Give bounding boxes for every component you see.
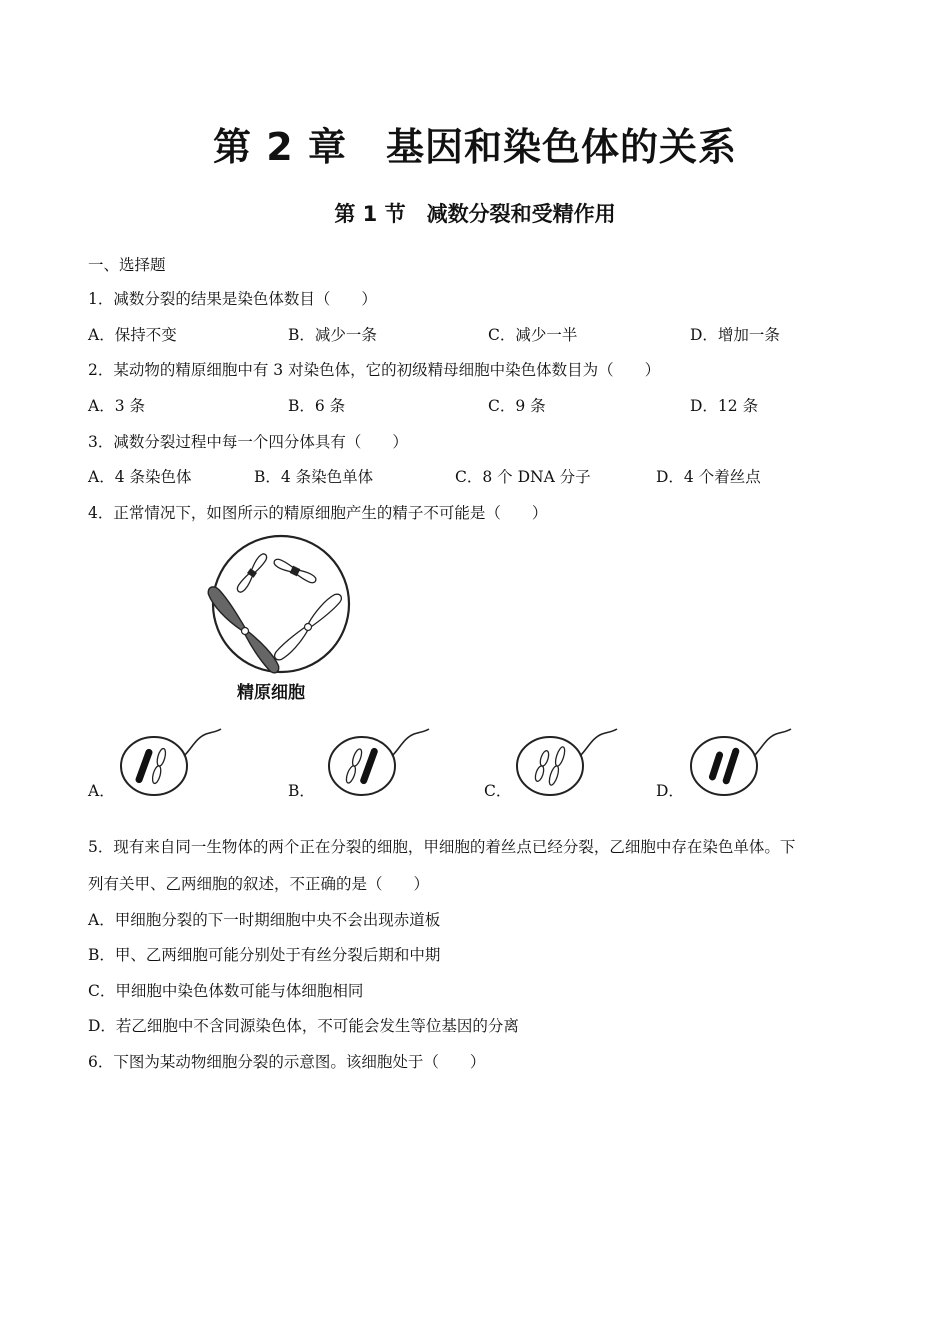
q1-option-a: A．保持不变 [88, 326, 177, 344]
q5-option-d: D．若乙细胞中不含同源染色体，不可能会发生等位基因的分离 [88, 1017, 519, 1035]
chapter-title: 第 2 章 基因和染色体的关系 [213, 125, 737, 169]
chromosome-white-small [236, 552, 269, 594]
question-5-stem-line2: 列有关甲、乙两细胞的叙述，不正确的是（ ） [88, 875, 430, 893]
sperm-option-c [516, 728, 620, 798]
question-6-stem: 6．下图为某动物细胞分裂的示意图。该细胞处于（ ） [88, 1053, 486, 1071]
sperm-option-d [690, 728, 794, 798]
sperm-option-b [328, 728, 432, 798]
question-1-stem: 1．减数分裂的结果是染色体数目（ ） [88, 290, 377, 308]
chromosome-small-right [273, 558, 318, 584]
q5-option-b: B．甲、乙两细胞可能分别处于有丝分裂后期和中期 [88, 946, 441, 964]
q4-option-b: B． [288, 782, 315, 800]
q4-option-c: C． [484, 782, 512, 800]
q2-option-c: C．9 条 [488, 397, 546, 415]
question-3-stem: 3．减数分裂过程中每一个四分体具有（ ） [88, 433, 408, 451]
figure-label: 精原细胞 [237, 683, 305, 703]
q1-option-d: D．增加一条 [690, 326, 780, 344]
question-5-stem-line1: 5．现有来自同一生物体的两个正在分裂的细胞，甲细胞的着丝点已经分裂，乙细胞中存在染色单体。下 [88, 838, 796, 856]
part-heading: 一、选择题 [88, 256, 166, 274]
question-4-stem: 4．正常情况下，如图所示的精原细胞产生的精子不可能是（ ） [88, 504, 548, 522]
q4-option-d: D． [656, 782, 684, 800]
q2-option-d: D．12 条 [690, 397, 759, 415]
q1-option-b: B．减少一条 [288, 326, 377, 344]
q5-option-a: A．甲细胞分裂的下一时期细胞中央不会出现赤道板 [88, 911, 441, 929]
q2-option-a: A．3 条 [88, 397, 145, 415]
q5-option-c: C．甲细胞中染色体数可能与体细胞相同 [88, 982, 364, 1000]
q3-option-b: B．4 条染色单体 [254, 468, 374, 486]
question-2-stem: 2．某动物的精原细胞中有 3 对染色体，它的初级精母细胞中染色体数目为（ ） [88, 361, 661, 379]
spermatogonium-figure [205, 533, 365, 673]
section-title: 第 1 节 减数分裂和受精作用 [334, 202, 616, 226]
q3-option-a: A．4 条染色体 [88, 468, 192, 486]
q1-option-c: C．减少一半 [488, 326, 578, 344]
q3-option-c: C．8 个 DNA 分子 [455, 468, 591, 486]
q4-option-a: A． [88, 782, 115, 800]
sperm-option-a [120, 728, 224, 798]
q3-option-d: D．4 个着丝点 [656, 468, 761, 486]
q2-option-b: B．6 条 [288, 397, 346, 415]
